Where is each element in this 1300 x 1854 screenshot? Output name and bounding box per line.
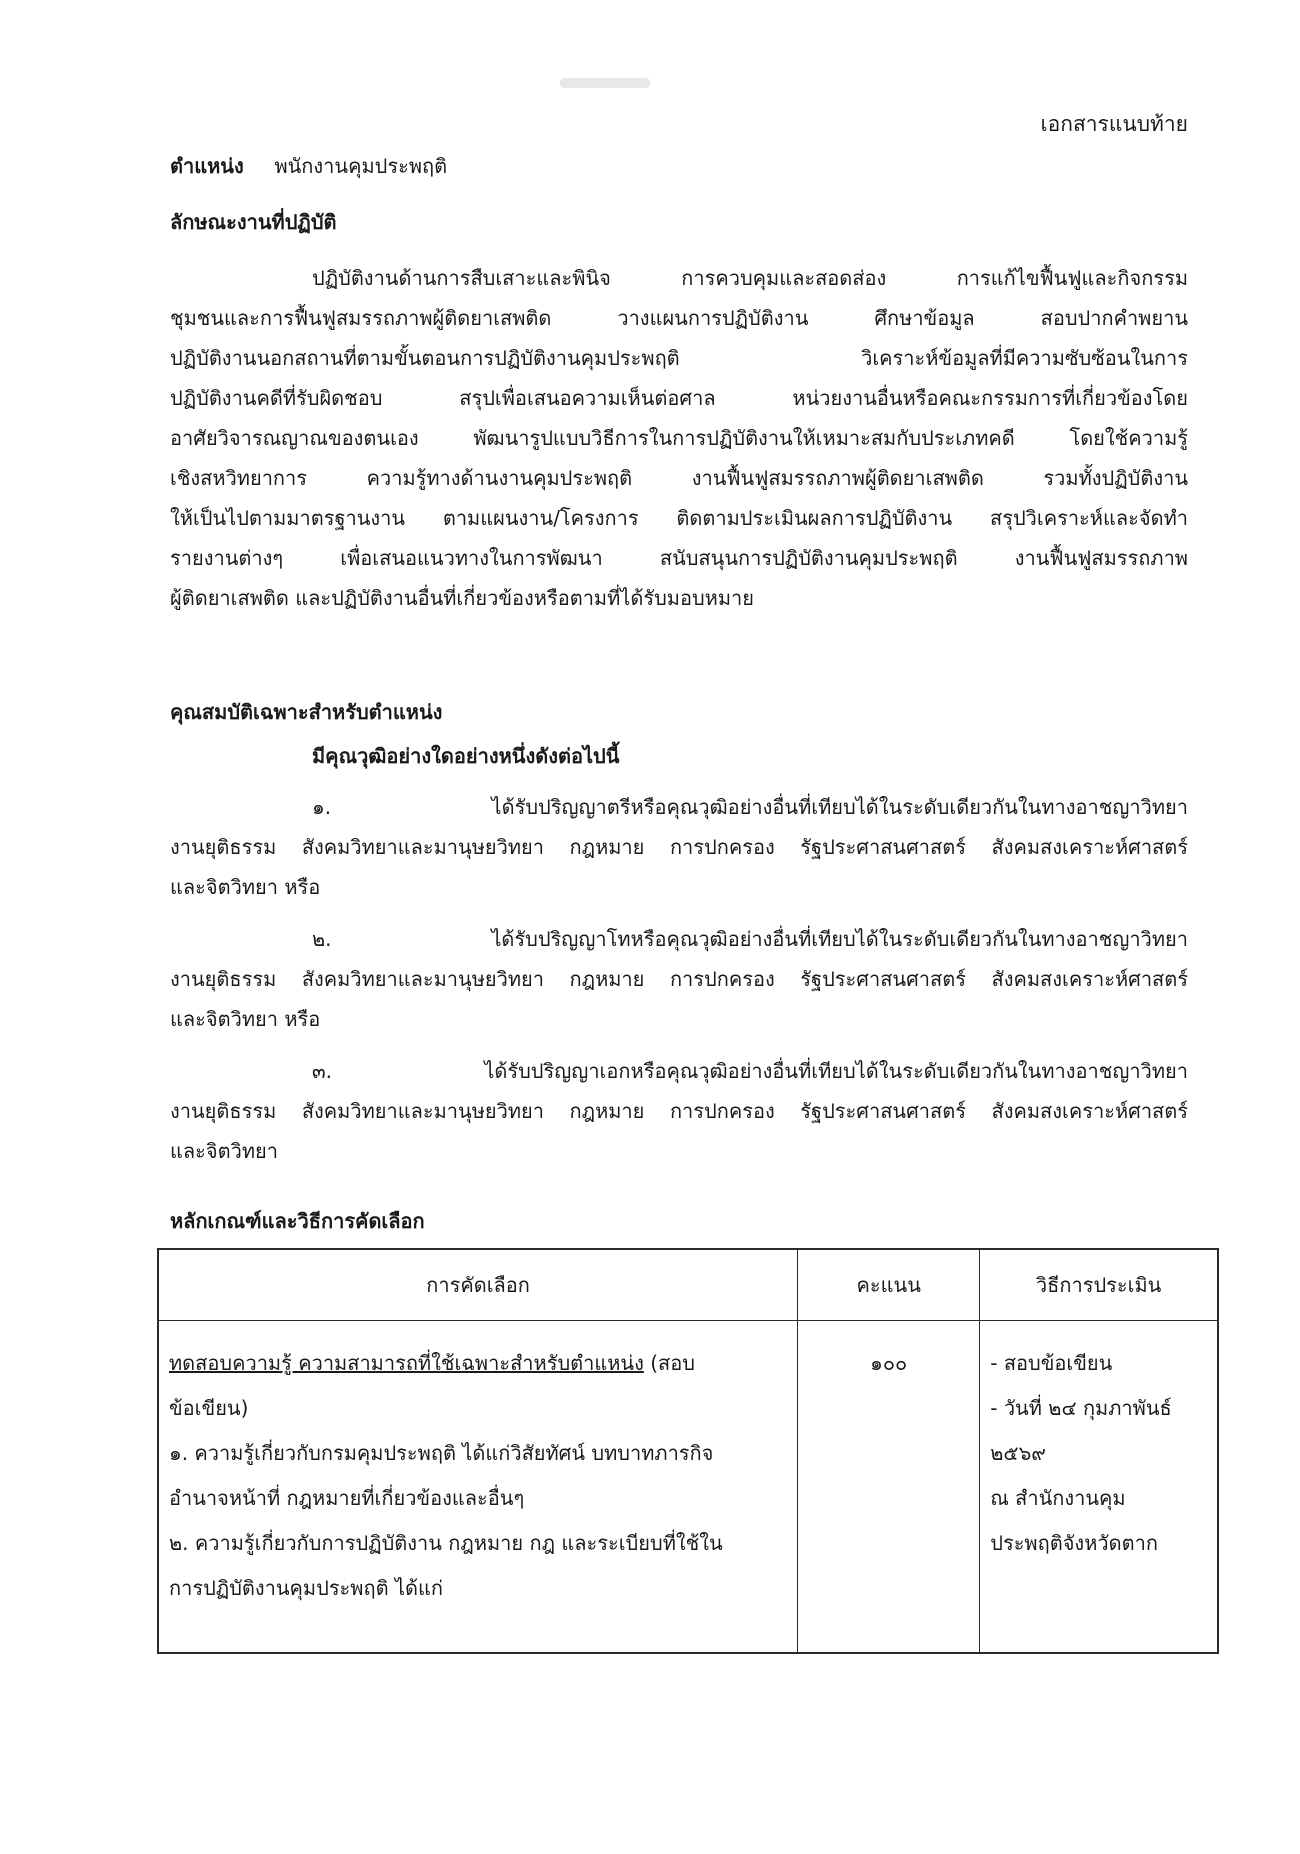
table-header-row	[158, 1249, 1218, 1321]
header-selection: การคัดเลือก	[158, 1249, 798, 1321]
selection-item-line: ๑. ความรู้เกี่ยวกับกรมคุมประพฤติ ได้แก่วิสัยทัศน์ บทบาทภารกิจ	[169, 1441, 714, 1465]
qualification-line: และจิตวิทยา	[170, 1139, 278, 1163]
method-line: - สอบข้อเขียน	[990, 1351, 1113, 1375]
qualification-line: และจิตวิทยา หรือ	[170, 1007, 321, 1031]
selection-item-line: อำนาจหน้าที่ กฎหมายที่เกี่ยวข้องและอื่นๆ	[169, 1486, 525, 1510]
method-line: ๒๕๖๙	[990, 1441, 1046, 1465]
duties-line: เชิงสหวิทยาการ ความรู้ทางด้านงานคุมประพฤติ งานฟื้นฟูสมรรถภาพผู้ติดยาเสพติด รวมทั้งปฏิบัติงาน	[170, 466, 1188, 490]
qualification-line: งานยุติธรรม สังคมวิทยาและมานุษยวิทยา กฎหมาย การปกครอง รัฐประศาสนศาสตร์ สังคมสงเคราะห์ศาสตร์	[170, 967, 1188, 991]
criteria-heading: หลักเกณฑ์และวิธีการคัดเลือก	[170, 1209, 425, 1233]
scan-artifact	[560, 78, 650, 88]
selection-table	[157, 1248, 1219, 1654]
header-score: คะแนน	[798, 1249, 980, 1321]
duties-line: ปฏิบัติงานนอกสถานที่ตามขั้นตอนการปฏิบัติงานคุมประพฤติ วิเคราะห์ข้อมูลที่มีความซับซ้อนในการ	[170, 346, 1188, 370]
selection-cell	[158, 1321, 798, 1654]
table-row	[158, 1321, 1218, 1654]
method-line: ณ สำนักงานคุม	[990, 1486, 1126, 1510]
annex-label: เอกสารแนบท้าย	[1040, 112, 1188, 136]
qualification-line: ๒. ได้รับปริญญาโทหรือคุณวุฒิอย่างอื่นที่เทียบได้ในระดับเดียวกันในทางอาชญาวิทยา	[312, 927, 1188, 951]
selection-title-line2: ข้อเขียน)	[169, 1396, 249, 1420]
qualification-line: งานยุติธรรม สังคมวิทยาและมานุษยวิทยา กฎหมาย การปกครอง รัฐประศาสนศาสตร์ สังคมสงเคราะห์ศาสตร์	[170, 1099, 1188, 1123]
qualification-line: ๑. ได้รับปริญญาตรีหรือคุณวุฒิอย่างอื่นที่เทียบได้ในระดับเดียวกันในทางอาชญาวิทยา	[312, 795, 1188, 819]
selection-item-line: การปฏิบัติงานคุมประพฤติ ได้แก่	[169, 1576, 443, 1600]
qualification-line: ๓. ได้รับปริญญาเอกหรือคุณวุฒิอย่างอื่นที่เทียบได้ในระดับเดียวกันในทางอาชญาวิทยา	[312, 1059, 1188, 1083]
duties-line: ปฏิบัติงานคดีที่รับผิดชอบ สรุปเพื่อเสนอความเห็นต่อศาล หน่วยงานอื่นหรือคณะกรรมการที่เกี่ยวข้องโดย	[170, 386, 1188, 410]
position-label: ตำแหน่ง	[170, 154, 244, 178]
method-line: ประพฤติจังหวัดตาก	[990, 1531, 1158, 1555]
qualification-line: งานยุติธรรม สังคมวิทยาและมานุษยวิทยา กฎหมาย การปกครอง รัฐประศาสนศาสตร์ สังคมสงเคราะห์ศาสตร์	[170, 835, 1188, 859]
duties-line: ให้เป็นไปตามมาตรฐานงาน ตามแผนงาน/โครงการ ติดตามประเมินผลการปฏิบัติงาน สรุปวิเคราะห์และจัดทำ	[170, 506, 1188, 530]
duties-line: รายงานต่างๆ เพื่อเสนอแนวทางในการพัฒนา สนับสนุนการปฏิบัติงานคุมประพฤติ งานฟื้นฟูสมรรถภาพ	[170, 546, 1188, 570]
qualification-line: และจิตวิทยา หรือ	[170, 875, 321, 899]
qualification-item-1	[170, 788, 1188, 908]
method-cell	[980, 1321, 1218, 1654]
qualification-item-3	[170, 1052, 1188, 1172]
qualification-item-2	[170, 920, 1188, 1040]
duties-line: อาศัยวิจารณญาณของตนเอง พัฒนารูปแบบวิธีการในการปฏิบัติงานให้เหมาะสมกับประเภทคดี โดยใช้ความรู้	[170, 426, 1188, 450]
header-method: วิธีการประเมิน	[980, 1249, 1218, 1321]
duties-paragraph	[170, 258, 1188, 618]
selection-item-line: ๒. ความรู้เกี่ยวกับการปฏิบัติงาน กฎหมาย กฎ และระเบียบที่ใช้ใน	[169, 1531, 723, 1555]
qualifications-heading: คุณสมบัติเฉพาะสำหรับตำแหน่ง	[170, 700, 443, 724]
duties-line: ผู้ติดยาเสพติด และปฏิบัติงานอื่นที่เกี่ยวข้องหรือตามที่ได้รับมอบหมาย	[170, 586, 754, 610]
selection-title-rest: (สอบ	[643, 1351, 695, 1375]
qualifications-subheading: มีคุณวุฒิอย่างใดอย่างหนึ่งดังต่อไปนี้	[312, 744, 620, 768]
position-value: พนักงานคุมประพฤติ	[274, 154, 448, 178]
selection-title	[169, 1341, 787, 1386]
duties-line: ปฏิบัติงานด้านการสืบเสาะและพินิจ การควบคุมและสอดส่อง การแก้ไขฟื้นฟูและกิจกรรม	[312, 266, 1188, 290]
selection-title-underlined: ทดสอบความรู้ ความสามารถที่ใช้เฉพาะสำหรับตำแหน่ง	[169, 1351, 644, 1375]
duties-heading: ลักษณะงานที่ปฏิบัติ	[170, 210, 337, 234]
score-cell: ๑๐๐	[798, 1321, 980, 1654]
position-line	[170, 150, 447, 182]
method-line: - วันที่ ๒๔ กุมภาพันธ์	[990, 1396, 1172, 1420]
duties-line: ชุมชนและการฟื้นฟูสมรรถภาพผู้ติดยาเสพติด วางแผนการปฏิบัติงาน ศึกษาข้อมูล สอบปากคำพยาน	[170, 306, 1188, 330]
